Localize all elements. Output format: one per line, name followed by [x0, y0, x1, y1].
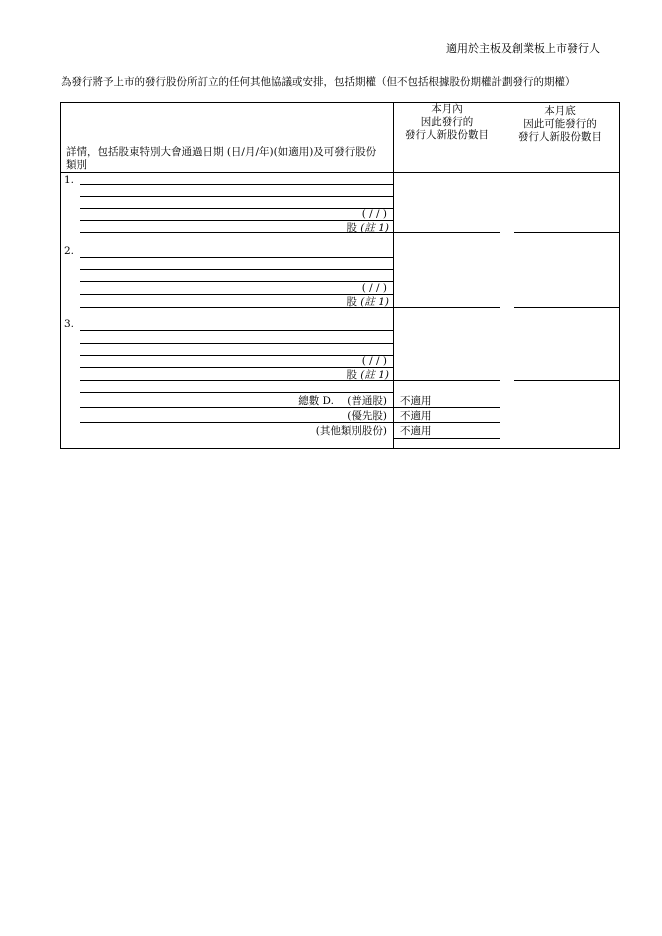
table-col-divider — [393, 102, 394, 449]
entry-line — [80, 232, 393, 233]
table-header-divider — [60, 172, 620, 173]
value-line — [514, 380, 620, 381]
note-ref: (註 1) — [360, 369, 389, 381]
row-shares: 股 (註 1) — [346, 296, 389, 308]
total-value-ordinary: 不適用 — [400, 395, 432, 407]
value-line — [393, 380, 500, 381]
total-label: 總數 D. (普通股) — [298, 395, 387, 407]
total-class-preference: (優先股) — [347, 410, 387, 422]
entry-line — [80, 196, 393, 197]
row-number: 2. — [64, 245, 75, 257]
applicability-note: 適用於主板及創業板上市發行人 — [446, 42, 600, 55]
entry-line — [80, 208, 393, 209]
row-number: 1. — [64, 174, 75, 186]
entry-line — [80, 257, 393, 258]
row-date: ( / / ) — [361, 355, 387, 367]
entry-line — [80, 269, 393, 270]
entry-line — [80, 184, 393, 185]
row-date: ( / / ) — [361, 282, 387, 294]
column-header-details: 詳情，包括股東特別大會通過日期 (日/月/年)(如適用)及可發行股份類別 — [66, 146, 377, 171]
note-ref: (註 1) — [360, 222, 389, 234]
value-line — [393, 307, 500, 308]
value-line — [514, 232, 620, 233]
entry-line — [80, 330, 393, 331]
note-ref: (註 1) — [360, 296, 389, 308]
total-value-preference: 不適用 — [400, 410, 432, 422]
column-header-this-month: 本月內 因此發行的 發行人新股份數目 — [405, 103, 489, 141]
total-value-other: 不適用 — [400, 425, 432, 437]
section-title: 為發行將予上市的發行股份所訂立的任何其他協議或安排，包括期權（但不包括根據股份期權計劃發行的期權） — [61, 76, 576, 88]
column-header-end-month: 本月底 因此可能發行的 發行人新股份數目 — [518, 105, 602, 143]
entry-line — [80, 355, 393, 356]
value-line — [393, 438, 500, 439]
row-shares: 股 (註 1) — [346, 369, 389, 381]
row-date: ( / / ) — [361, 208, 387, 220]
entry-line — [80, 343, 393, 344]
row-number: 3. — [64, 318, 75, 330]
entry-line — [80, 307, 393, 308]
entry-line — [80, 407, 393, 408]
value-line — [514, 307, 620, 308]
value-line — [393, 232, 500, 233]
entry-line — [80, 281, 393, 282]
total-class-other: (其他類別股份) — [315, 425, 387, 437]
entry-line — [80, 380, 393, 381]
row-shares: 股 (註 1) — [346, 222, 389, 234]
